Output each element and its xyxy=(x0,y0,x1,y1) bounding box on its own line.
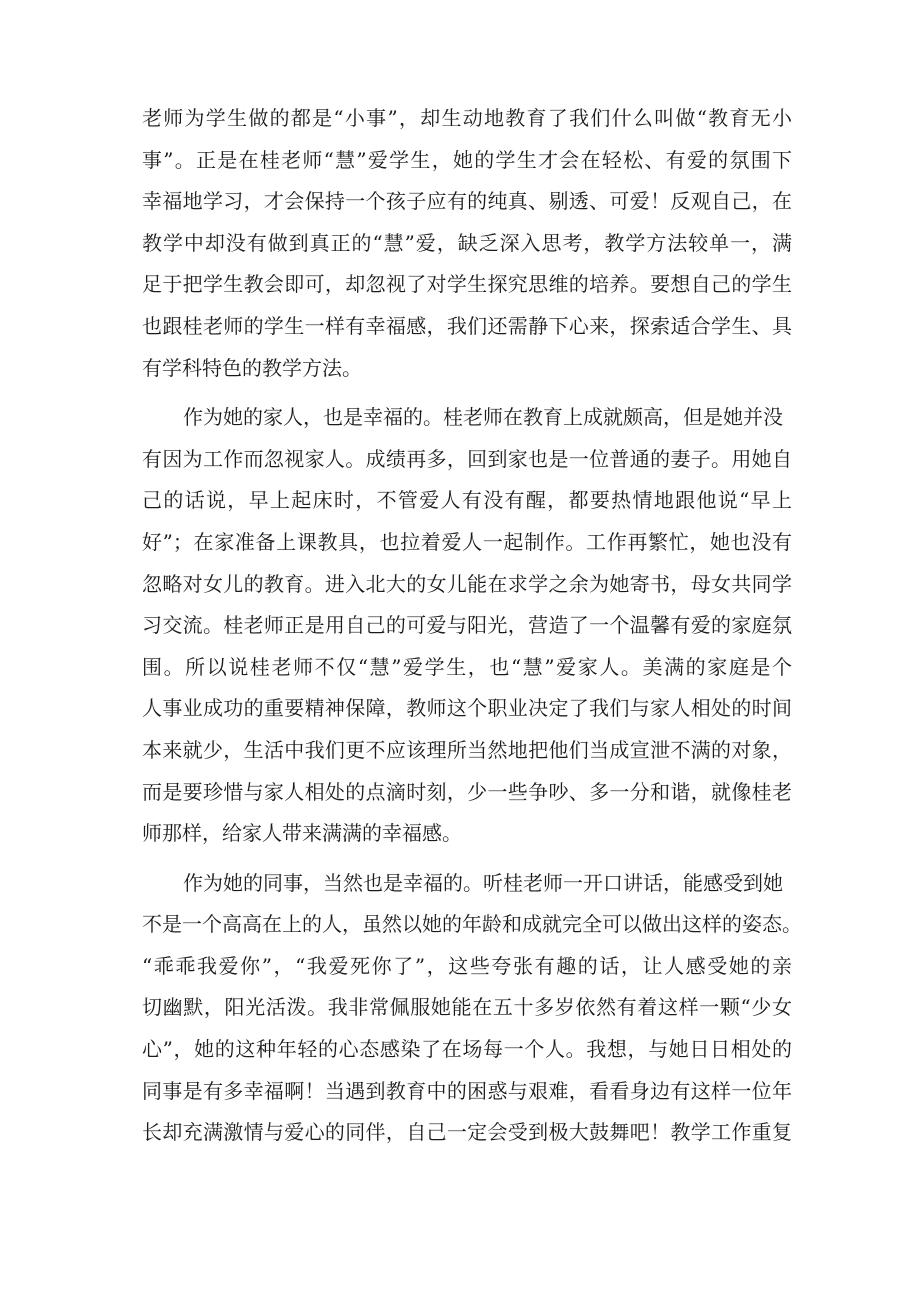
text-line: 有因为工作而忽视家人。成绩再多，回到家也是一位普通的妻子。用她自 xyxy=(142,446,792,471)
text-line: 人事业成功的重要精神保障，教师这个职业决定了我们与家人相处的时间 xyxy=(142,696,792,721)
text-line: 事”。正是在桂老师“慧”爱学生，她的学生才会在轻松、有爱的氛围下 xyxy=(142,147,792,172)
text-line: 师那样，给家人带来满满的幸福感。 xyxy=(142,821,462,846)
text-line: 己的话说，早上起床时，不管爱人有没有醒，都要热情地跟他说“早上 xyxy=(142,488,792,513)
text-line: 长却充满激情与爱心的同伴，自己一定会受到极大鼓舞吧！教学工作重复 xyxy=(142,1120,792,1145)
paragraph xyxy=(142,397,792,855)
text-line: 围。所以说桂老师不仅“慧”爱学生，也“慧”爱家人。美满的家庭是个 xyxy=(142,654,792,679)
text-line: 有学科特色的教学方法。 xyxy=(142,355,362,380)
document-body xyxy=(142,98,802,1154)
text-line: 作为她的家人，也是幸福的。桂老师在教育上成就颇高，但是她并没 xyxy=(183,405,783,430)
text-line: 也跟桂老师的学生一样有幸福感，我们还需静下心来，探索适合学生、具 xyxy=(142,313,792,338)
text-line: 习交流。桂老师正是用自己的可爱与阳光，营造了一个温馨有爱的家庭氛 xyxy=(142,613,792,638)
paragraph xyxy=(142,863,802,1154)
text-line: 足于把学生教会即可，却忽视了对学生探究思维的培养。要想自己的学生 xyxy=(142,272,792,297)
text-line: 作为她的同事，当然也是幸福的。听桂老师一开口讲话，能感受到她 xyxy=(183,870,783,895)
text-line: 同事是有多幸福啊！当遇到教育中的困惑与艰难，看看身边有这样一位年 xyxy=(142,1078,792,1103)
text-line: 本来就少，生活中我们更不应该理所当然地把他们当成宣泄不满的对象， xyxy=(142,737,792,762)
text-line: 切幽默，阳光活泼。我非常佩服她能在五十多岁依然有着这样一颗“少女 xyxy=(142,995,792,1020)
text-line: 忽略对女儿的教育。进入北大的女儿能在求学之余为她寄书，母女共同学 xyxy=(142,571,792,596)
text-line: 不是一个高高在上的人，虽然以她的年龄和成就完全可以做出这样的姿态。 xyxy=(142,912,802,937)
text-line: 老师为学生做的都是“小事”，却生动地教育了我们什么叫做“教育无小 xyxy=(142,106,792,130)
text-line: “乖乖我爱你”，“我爱死你了”，这些夸张有趣的话，让人感受她的亲 xyxy=(142,953,792,978)
text-line: 幸福地学习，才会保持一个孩子应有的纯真、剔透、可爱！反观自己，在 xyxy=(142,189,792,214)
text-line: 心”，她的这种年轻的心态感染了在场每一个人。我想，与她日日相处的 xyxy=(142,1037,792,1062)
paragraph xyxy=(142,98,792,389)
text-line: 好”；在家准备上课教具，也拉着爱人一起制作。工作再繁忙，她也没有 xyxy=(142,529,792,554)
text-line: 教学中却没有做到真正的“慧”爱，缺乏深入思考，教学方法较单一，满 xyxy=(142,230,792,255)
text-line: 而是要珍惜与家人相处的点滴时刻，少一些争吵、多一分和谐，就像桂老 xyxy=(142,779,792,804)
